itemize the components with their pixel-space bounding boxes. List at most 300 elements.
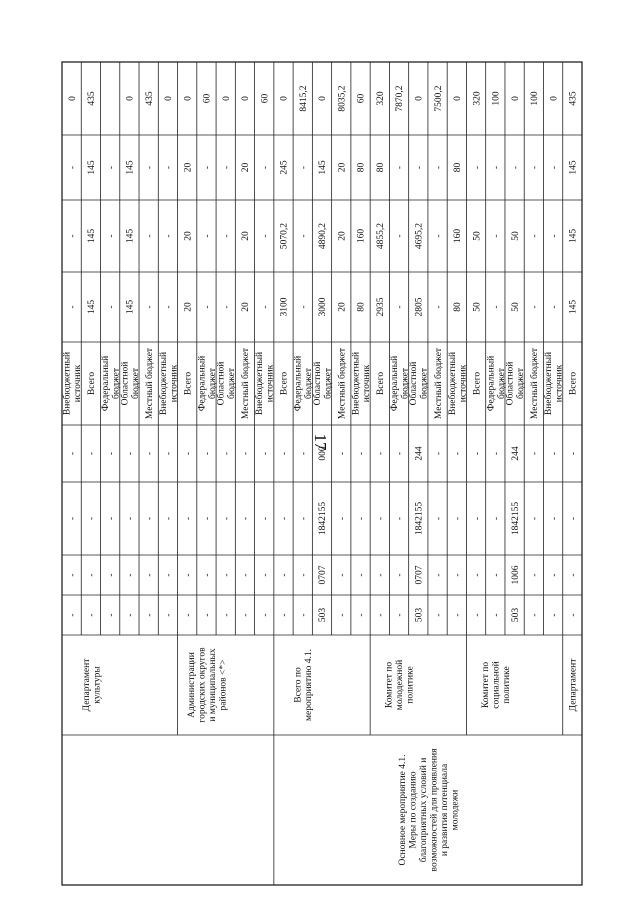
cell-value-year1	[434, 305, 444, 308]
cell-total-value-line: 435	[568, 91, 579, 106]
cell-value-year1-line: -	[106, 305, 117, 309]
cell-value-year2	[260, 234, 270, 237]
cell-value-year1-line: 20	[241, 302, 252, 312]
cell-target-article	[222, 517, 232, 520]
cell-value-year3	[376, 163, 386, 173]
cell-value-year3	[68, 166, 78, 169]
cell-section	[126, 573, 136, 576]
cell-executor-line: Администрации	[186, 652, 197, 718]
cell-section	[376, 573, 386, 576]
cell-funding-source	[183, 372, 193, 396]
cell-section-line: -	[279, 573, 290, 577]
cell-value-year3-line: 145	[87, 160, 98, 175]
cell-value-year3-line: -	[144, 165, 155, 170]
cell-target-article-line: -	[144, 516, 155, 521]
cell-expense-type	[376, 452, 386, 455]
cell-target-article	[395, 517, 405, 520]
cell-target-article	[260, 517, 270, 520]
cell-value-year1-line: 80	[453, 302, 464, 312]
cell-expense-type-line: -	[433, 451, 444, 456]
cell-target-article-line: -	[549, 516, 560, 521]
cell-value-year2	[299, 234, 309, 237]
cell-expense-type	[414, 446, 424, 461]
cell-total-value-line: 8415,2	[298, 85, 309, 112]
cell-value-year2-line: -	[433, 234, 444, 238]
cell-target-article	[549, 517, 559, 520]
cell-value-year1	[337, 302, 347, 312]
cell-expense-type-line: -	[87, 451, 98, 456]
cell-grbs-line: -	[202, 613, 213, 617]
cell-section	[68, 573, 78, 576]
cell-value-year1	[530, 305, 540, 308]
cell-total-value	[549, 96, 559, 101]
cell-expense-type-line: -	[183, 451, 194, 456]
cell-expense-type	[569, 452, 579, 455]
cell-value-year2-line: -	[67, 234, 78, 238]
cell-value-year3	[241, 163, 251, 173]
cell-funding-source	[293, 356, 315, 411]
cell-total-value-line: 320	[375, 91, 386, 106]
cell-value-year1	[87, 300, 97, 315]
cell-executor	[569, 658, 579, 712]
cell-expense-type	[299, 452, 309, 455]
cell-section-line: -	[67, 573, 78, 577]
cell-target-article	[241, 517, 251, 520]
cell-value-year3-line: -	[510, 165, 521, 170]
cell-expense-type-line: -	[202, 451, 213, 456]
cell-expense-type-line: -	[279, 451, 290, 456]
cell-funding-source-line: бюджет	[130, 367, 141, 400]
cell-expense-type-line: -	[241, 451, 252, 456]
cell-value-year2-line: 20	[241, 231, 252, 241]
cell-expense-type	[318, 446, 328, 461]
cell-section-line: 0707	[414, 565, 425, 585]
cell-target-article-line: -	[67, 516, 78, 521]
cell-value-year2-line: -	[395, 234, 406, 238]
cell-target-article-line: -	[125, 516, 136, 521]
cell-funding-source	[433, 347, 444, 419]
cell-funding-source-line: источник	[554, 364, 565, 403]
cell-funding-source-line: Всего	[568, 371, 579, 396]
cell-section-line: -	[472, 573, 483, 577]
cell-expense-type	[241, 452, 251, 455]
cell-value-year1-line: -	[164, 305, 175, 309]
cell-funding-source	[254, 352, 276, 415]
cell-value-year1-line: 20	[183, 302, 194, 312]
cell-value-year2-line: 160	[356, 228, 367, 244]
cell-grbs	[241, 613, 251, 616]
cell-value-year1	[357, 302, 367, 312]
cell-value-year3-line: 20	[241, 162, 252, 173]
cell-grbs-line: 503	[318, 607, 329, 623]
cell-target-article	[203, 517, 213, 520]
cell-executor-line: Департамент	[568, 658, 579, 712]
cell-measure-name-line: и развития потенциала	[439, 763, 450, 857]
cell-measure-name-line: благоприятных условий и	[418, 757, 429, 863]
cell-value-year2	[414, 223, 424, 249]
cell-funding-source-line: Всего	[375, 371, 386, 396]
cell-grbs-line: 503	[414, 607, 425, 623]
cell-total-value	[126, 96, 136, 101]
cell-expense-type	[203, 452, 213, 455]
cell-value-year1	[414, 297, 424, 316]
cell-value-year1-line: 145	[125, 299, 136, 315]
cell-section	[164, 573, 174, 576]
cell-funding-source-line: Внебюджетный	[158, 351, 169, 416]
cell-grbs	[183, 613, 193, 616]
cell-value-year1-line: -	[433, 305, 444, 309]
cell-value-year2	[106, 234, 116, 237]
cell-funding-source-line: Областной	[505, 361, 516, 406]
cell-target-article-line: 1842155	[510, 501, 521, 536]
cell-value-year2	[126, 229, 136, 244]
cell-target-article	[511, 502, 521, 536]
cell-value-year2-line: -	[106, 234, 117, 238]
cell-expense-type-line: 244	[414, 446, 425, 461]
cell-value-year2	[395, 234, 405, 237]
cell-grbs-line: -	[375, 613, 386, 617]
cell-section	[145, 573, 155, 576]
cell-value-year1-line: 2935	[375, 297, 386, 317]
cell-expense-type-line: -	[568, 451, 579, 456]
cell-executor-line: мероприятию 4.1.	[304, 649, 315, 721]
cell-funding-source-line: Федеральный	[197, 355, 208, 412]
cell-section-line: -	[375, 573, 386, 577]
cell-funding-source	[100, 356, 122, 411]
cell-grbs-line: -	[125, 613, 136, 617]
cell-expense-type	[164, 452, 174, 455]
cell-total-value	[203, 94, 213, 104]
cell-value-year3-line: -	[549, 165, 560, 170]
cell-value-year1-line: -	[260, 305, 271, 309]
cell-value-year3-line: -	[530, 165, 541, 170]
cell-measure-name-line: молодежи	[450, 789, 461, 831]
cell-value-year2	[222, 234, 232, 237]
cell-value-year1	[68, 305, 78, 308]
cell-expense-type-line: -	[375, 451, 386, 456]
cell-target-article	[434, 517, 444, 520]
cell-target-article-line: -	[453, 516, 464, 521]
cell-total-value-line: 0	[241, 96, 252, 101]
cell-total-value-line: 0	[221, 96, 232, 101]
cell-total-value	[530, 91, 540, 106]
cell-executor-line: культуры	[92, 666, 103, 704]
cell-value-year1-line: -	[67, 305, 78, 309]
cell-funding-source	[280, 372, 290, 396]
cell-value-year1	[472, 302, 482, 312]
cell-total-value	[241, 96, 251, 101]
cell-expense-type	[357, 452, 367, 455]
cell-funding-source	[447, 352, 469, 415]
cell-target-article-line: -	[568, 516, 579, 521]
cell-value-year3	[511, 166, 521, 169]
cell-total-value-line: 8035,2	[337, 85, 348, 112]
cell-section-line: -	[87, 573, 98, 577]
cell-funding-source	[472, 372, 482, 396]
cell-target-article	[414, 502, 424, 536]
cell-value-year1	[453, 302, 463, 312]
cell-funding-source	[158, 352, 180, 415]
cell-target-article-line: -	[164, 516, 175, 521]
cell-section	[569, 573, 579, 576]
cell-target-article-line: -	[202, 516, 213, 521]
cell-executor-line: политике	[502, 666, 513, 704]
cell-total-value	[183, 96, 193, 101]
cell-total-value	[68, 96, 78, 101]
cell-expense-type-line: -	[67, 451, 78, 456]
cell-expense-type	[68, 452, 78, 455]
cell-value-year2-line: 145	[87, 228, 98, 244]
cell-grbs-line: -	[298, 613, 309, 617]
cell-section	[434, 573, 444, 576]
cell-value-year1	[280, 297, 290, 316]
cell-value-year2	[87, 229, 97, 244]
cell-total-value-line: 100	[491, 91, 502, 106]
cell-grbs-line: -	[472, 613, 483, 617]
cell-expense-type-line: -	[106, 451, 117, 456]
cell-value-year2-line: 145	[568, 228, 579, 244]
cell-funding-source-line: Местный бюджет	[337, 347, 348, 420]
cell-funding-source-line: источник	[361, 364, 372, 403]
cell-value-year3-line: -	[202, 165, 213, 170]
cell-total-value	[87, 91, 97, 106]
cell-target-article-line: -	[491, 516, 502, 521]
cell-section-line: -	[298, 573, 309, 577]
cell-value-year3-line: -	[298, 165, 309, 170]
cell-grbs-line: -	[337, 613, 348, 617]
cell-value-year3-line: 20	[337, 162, 348, 173]
cell-expense-type-line: -	[260, 451, 271, 456]
cell-value-year2	[376, 223, 386, 249]
cell-grbs	[549, 613, 559, 616]
cell-expense-type-line: -	[530, 451, 541, 456]
cell-total-value-line: 0	[164, 96, 175, 101]
cell-section-line: -	[453, 573, 464, 577]
cell-section-line: 0707	[318, 565, 329, 585]
cell-grbs-line: -	[491, 613, 502, 617]
cell-total-value-line: 435	[144, 91, 155, 106]
cell-value-year3-line: -	[260, 165, 271, 170]
cell-expense-type	[472, 452, 482, 455]
cell-grbs	[145, 613, 155, 616]
cell-expense-type	[337, 452, 347, 455]
cell-funding-source-line: бюджет	[400, 367, 411, 400]
cell-expense-type	[395, 452, 405, 455]
cell-target-article	[318, 502, 328, 536]
cell-value-year3-line: -	[472, 165, 483, 170]
cell-target-article	[87, 517, 97, 520]
cell-section-line: -	[183, 573, 194, 577]
cell-value-year3	[453, 163, 463, 173]
cell-funding-source-line: Всего	[87, 371, 98, 396]
cell-grbs	[376, 613, 386, 616]
cell-target-article	[357, 517, 367, 520]
cell-grbs-line: -	[241, 613, 252, 617]
cell-total-value-line: 60	[202, 93, 213, 104]
cell-value-year2-line: 4890,2	[318, 222, 329, 250]
cell-funding-source-line: Местный бюджет	[144, 347, 155, 420]
cell-funding-source-line: Местный бюджет	[530, 347, 541, 420]
cell-total-value	[222, 96, 232, 101]
cell-expense-type-line: -	[298, 451, 309, 456]
cell-funding-source-line: бюджет	[111, 367, 122, 400]
cell-total-value-line: 0	[510, 96, 521, 101]
cell-grbs-line: -	[183, 613, 194, 617]
cell-funding-source-line: бюджет	[516, 367, 527, 400]
cell-expense-type-line: -	[472, 451, 483, 456]
cell-total-value	[145, 91, 155, 106]
cell-section-line: -	[164, 573, 175, 577]
cell-value-year1-line: 3000	[318, 297, 329, 317]
cell-funding-source-line: Федеральный	[293, 355, 304, 412]
cell-funding-source-line: Внебюджетный	[544, 351, 555, 416]
cell-total-value	[376, 91, 386, 106]
cell-target-article-line: 1842155	[318, 501, 329, 536]
cell-value-year3	[395, 166, 405, 169]
cell-grbs-line: -	[433, 613, 444, 617]
cell-target-article-line: -	[356, 516, 367, 521]
cell-section	[106, 573, 116, 576]
cell-total-value	[414, 96, 424, 101]
cell-grbs-line: -	[453, 613, 464, 617]
cell-grbs-line: -	[67, 613, 78, 617]
cell-executor-line: социальной	[491, 661, 502, 709]
cell-funding-source	[336, 347, 347, 419]
cell-expense-type	[280, 452, 290, 455]
cell-funding-source-line: Областной	[216, 361, 227, 406]
cell-expense-type-line: -	[395, 451, 406, 456]
cell-executor	[385, 660, 416, 710]
cell-target-article-line: -	[221, 516, 232, 521]
cell-value-year3	[299, 166, 309, 169]
cell-value-year1	[376, 297, 386, 316]
cell-total-value-line: 0	[453, 96, 464, 101]
cell-expense-type-line: 000	[318, 446, 329, 461]
cell-target-article-line: -	[260, 516, 271, 521]
cell-value-year3	[145, 166, 155, 169]
cell-value-year2	[68, 234, 78, 237]
cell-funding-source	[312, 362, 334, 406]
cell-grbs-line: -	[356, 613, 367, 617]
cell-grbs	[472, 613, 482, 616]
cell-value-year2	[549, 234, 559, 237]
cell-expense-type	[183, 452, 193, 455]
cell-grbs-line: -	[87, 613, 98, 617]
cell-grbs	[203, 613, 213, 616]
cell-target-article	[569, 517, 579, 520]
cell-expense-type	[434, 452, 444, 455]
cell-grbs	[569, 613, 579, 616]
cell-section	[299, 573, 309, 576]
cell-grbs	[299, 613, 309, 616]
cell-value-year2	[203, 234, 213, 237]
cell-section	[87, 573, 97, 576]
cell-grbs	[222, 613, 232, 616]
cell-value-year2-line: 5070,2	[279, 222, 290, 250]
cell-grbs	[260, 613, 270, 616]
cell-section	[337, 573, 347, 576]
cell-value-year1	[395, 305, 405, 308]
cell-grbs	[453, 613, 463, 616]
cell-value-year2-line: -	[298, 234, 309, 238]
cell-grbs	[280, 613, 290, 616]
cell-value-year3	[222, 166, 232, 169]
cell-funding-source	[240, 347, 251, 419]
cell-section	[222, 573, 232, 576]
cell-value-year2	[492, 234, 502, 237]
cell-funding-source-line: бюджет	[419, 367, 430, 400]
cell-value-year3-line: 80	[453, 162, 464, 173]
cell-value-year1	[492, 305, 502, 308]
cell-value-year3-line: -	[164, 165, 175, 170]
cell-expense-type	[87, 452, 97, 455]
cell-funding-source-line: источник	[73, 364, 84, 403]
cell-grbs-line: -	[530, 613, 541, 617]
cell-value-year1-line: -	[395, 305, 406, 309]
cell-value-year3	[203, 166, 213, 169]
cell-target-article-line: -	[241, 516, 252, 521]
cell-section-line: -	[241, 573, 252, 577]
cell-executor	[294, 649, 315, 721]
cell-expense-type-line: -	[125, 451, 136, 456]
cell-value-year2	[453, 229, 463, 244]
cell-value-year2-line: -	[202, 234, 213, 238]
cell-funding-source-line: Внебюджетный	[447, 351, 458, 416]
cell-section-line: -	[260, 573, 271, 577]
cell-total-value-line: 100	[530, 91, 541, 106]
cell-value-year3	[434, 166, 444, 169]
cell-value-year3	[337, 163, 347, 173]
cell-value-year3-line: 80	[375, 162, 386, 173]
cell-target-article	[145, 517, 155, 520]
cell-expense-type	[549, 452, 559, 455]
cell-value-year2	[472, 231, 482, 241]
cell-value-year3	[164, 166, 174, 169]
cell-total-value-line: 0	[125, 96, 136, 101]
cell-total-value-line: 0	[279, 96, 290, 101]
cell-target-article	[68, 517, 78, 520]
cell-section	[472, 573, 482, 576]
cell-total-value	[318, 96, 328, 101]
cell-value-year3	[530, 166, 540, 169]
cell-value-year2-line: -	[549, 234, 560, 238]
cell-value-year1-line: -	[549, 305, 560, 309]
cell-grbs	[337, 613, 347, 616]
cell-funding-source-line: Областной	[120, 361, 131, 406]
cell-section-line: -	[549, 573, 560, 577]
cell-target-article	[126, 517, 136, 520]
cell-section-line: -	[125, 573, 136, 577]
cell-expense-type	[106, 452, 116, 455]
cell-value-year1	[241, 302, 251, 312]
cell-grbs	[106, 613, 116, 616]
cell-value-year3	[87, 160, 97, 175]
cell-section	[241, 573, 251, 576]
cell-section-line: -	[144, 573, 155, 577]
cell-value-year1	[222, 305, 232, 308]
cell-section-line: -	[221, 573, 232, 577]
cell-total-value-line: 7870,2	[395, 85, 406, 112]
cell-expense-type	[492, 452, 502, 455]
cell-funding-source	[119, 362, 141, 406]
cell-total-value-line: 0	[414, 96, 425, 101]
cell-grbs-line: -	[221, 613, 232, 617]
cell-value-year2-line: 20	[337, 231, 348, 241]
cell-section-line: -	[395, 573, 406, 577]
cell-section	[492, 573, 502, 576]
cell-funding-source-line: Всего	[183, 371, 194, 396]
page-number-text: 17	[311, 433, 330, 451]
